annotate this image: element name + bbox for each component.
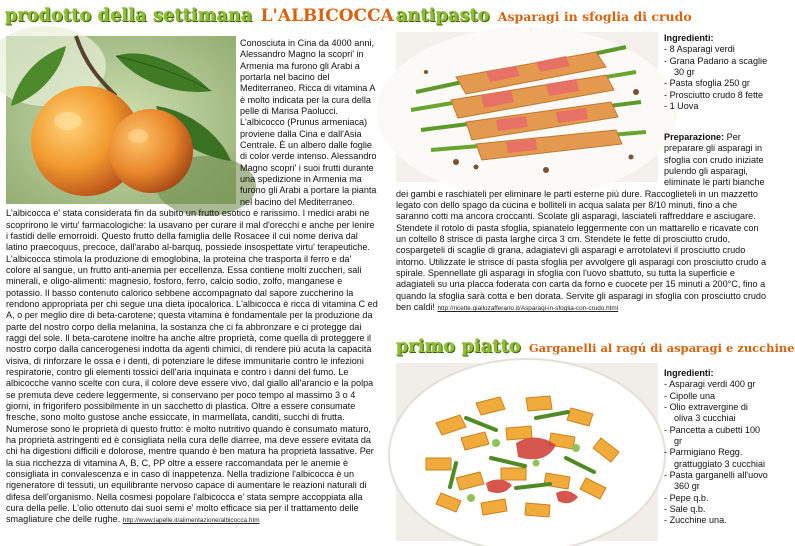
section-stamp-prodotto: prodotto della settimana <box>5 6 253 26</box>
ingredient-item: - Pasta garganelli all'uovo 360 gr <box>664 470 768 492</box>
pasta-photo <box>396 363 658 541</box>
left-header <box>5 6 394 26</box>
primo-ingredients <box>664 368 768 527</box>
ingredient-item: - Pancetta a cubetti 100 gr <box>664 424 761 447</box>
article-body: Conosciuta in Cina da 4000 anni, Alessandro Magno la scopri' in Armenia ma furono gli Arabi a portarla nel bacino del Mediterraneo. Ricca di vitamina A è molto indicata per la cura della pelle di Marisa Paolucci. L'albicocco (Prunus armeniaca) proviene dalla Cina e dall'Asia Centrale. È un albero dalle foglie di color verde intenso. Alessandro Magno scopri' i suoi frutti durante una spedizione in Armenia ma furono gli Arabi a portare la pianta nel bacino del Mediterraneo. L'albicocca e' stata considerata fin da subito un frutto esotico e rarissimo. I medici arabi ne scoprirono le virtu' farmacologiche: la usavano per curare il mal d'orecchi e anche per lenire i fastidi delle emorroidi. Questo frutto della famiglia delle Rosacee il cui nome deriva dal latino praecoquus, precoce, dall'arabo al-barquq, possiede insospettate virtu' terapeutiche. L'albicocca stimola la produzione di emoglobina, la proteina che trasporta il ferro e da' colore al sangue, un frutto anti-anemia per eccellenza. Essa contiene molti zuccheri, sali minerali, e oligo-alimenti: magnesio, fosforo, ferro, calcio sodio, zolfo, manganese e potassio. Il basso contenuto calorico sebbene accompagnato dal sapore zuccherino la rendono appropriata per chi segue una dieta ipocalorica. L'albicocca è ricca di vitamina C ed A, o per meglio dire di beta-carotene; questa vitamina è fondamentale per la produzione da parte del nostro corpo della melanina, la sostanza che ci fa abbronzare e ci protegge dai raggi del sole. Il beta-carotene inoltre ha anche altre proprietà, come quella di proteggere il nostro corpo dalla cancerogenesi indotta da agenti chimici, di rendere più acuta la capacità visiva, di rinforzare le ossa e i denti, di potenziare le difese immunitarie contro le infezioni respiratorie, contro gli elementi tossici dell'aria inquinata e contro i danni del fumo. Le albicocche vanno scelte con cura, il colore deve essere vivo, dal giallo all'arancio e la polpa se premuta deve cedere leggermente, si conservano per poco tempo al massimo 3 o 4 giorni, in frigorifero possibilmente in un sacchetto di plastica. Oltre a essere consumate fresche, sono molto gustose anche essiccate, in marmellata, canditi, succhi di frutta. Numerose sono le proprietà di questo frutto: è molto nutritivo quando è consumato maturo, ha proprietà astringenti ed è consigliata nella cura delle diarree, ma deve essere evitata da chi ha digestioni difficili e dolorose, mentre quando è ben matura ha proprietà lassative. Per la sua ricchezza di vitamina A, B, C, PP oltre a essere raccomandata per le anemie è consigliata in convalescenza e in caso di inappetenza. Nella tradizione l'albicocca è un rigeneratore di tessuti, un equilibrante nervoso capace di aumentare le reazioni naturali di difesa dell'organismo. Nella cosmesi popolare l'albicocca e' stata sempre accoppiata alla cura della pelle. L'olio ottenuto dai suoi semi e' molto efficace sia per il trattamento delle smagliature che delle rughe. <box>6 38 378 525</box>
section-subtitle-antipasto: Asparagi in sfoglia di crudo <box>497 9 692 24</box>
ingredient-item: - Zucchine una. <box>664 515 727 526</box>
ingredient-item: - Olio extravergine di oliva 3 cucchiai <box>664 402 748 424</box>
ingredients-title: Ingredienti: <box>664 33 714 43</box>
antipasto-ingredients <box>664 33 768 112</box>
ingredient-item: - Pasta sfoglia 250 gr <box>664 78 750 89</box>
pasta-image <box>396 363 658 541</box>
source-link-albicocca[interactable]: http://www.lapelle.it/alimentazione/albicocca.htm <box>122 517 260 525</box>
section-subtitle-albicocca: L'ALBICOCCA <box>260 6 394 26</box>
ingredient-item: - Asparagi verdi 400 gr <box>664 379 756 390</box>
primo-header <box>396 337 795 357</box>
source-link-antipasto[interactable]: http://ricette.giallozafferano.it/Asparagi-in-sfoglia-con-crudo.html <box>437 305 619 313</box>
prep-spacer <box>396 132 664 182</box>
section-stamp-primo: primo piatto <box>396 337 521 357</box>
antipasto-header <box>396 6 692 26</box>
section-stamp-antipasto: antipasto <box>396 6 490 26</box>
preparation-title: Preparazione: <box>664 132 725 142</box>
ingredient-item: - Sale q.b. <box>664 504 706 515</box>
article-albicocca <box>6 38 378 527</box>
ingredients-list <box>664 44 768 112</box>
ingredients-title: Ingredienti: <box>664 368 714 378</box>
ingredient-item: - Pepe q.b. <box>664 492 709 503</box>
ingredient-item: - Parmigiano Regg. grattuggiato 3 cucchiai <box>664 447 765 469</box>
photo-spacer <box>6 38 240 206</box>
ingredient-item: - Cipolle una <box>664 390 716 401</box>
ingredient-item: - Grana Padano a scaglie 30 gr <box>664 55 768 78</box>
preparation-text: Per preparare gli asparagi in sfoglia con crudo iniziate pulendo gli asparagi, eliminate le parti bianche dei gambi e raschiateli per eliminare le parti esterne più dure. Raccoglieteli in un mazzetto legato con dello spago da cucina e bolliteli in acqua salata per 8/10 minuti, fino a che saranno cotti ma ancora croccanti. Scolate gli asparagi, lasciateli raffreddare e asciugare. Stendete il rotolo di pasta sfoglia, spianatelo leggermente con un mattarello e ricavate con un coltello 8 strisce di pasta larghe circa 3 cm. Stendete le fette di prosciutto crudo, cospargeteli di scaglie di grana, adagiatevi gli asparagi e arrotolatevi il prosciutto crudo intorno. Utilizzate le strisce di pasta sfoglia per avvolgere gli asparagi con prosciutto crudo a spirale. Spennellate gli asparagi in sfoglia con l'uovo sbattuto, su tutta la superficie e adagiateli su una placca foderata con carta da forno e cuocete per 15 minuti a 200°C, fino a quando la sfoglia sarà cotta e ben dorata. Servite gli asparagi in sfoglia con prosciutto crudo ben caldi! <box>396 132 767 313</box>
ingredient-item: - 1 Uova <box>664 101 699 112</box>
antipasto-preparation <box>396 132 768 315</box>
section-subtitle-primo: Garganelli al ragú di asparagi e zucchine <box>528 341 795 355</box>
ingredient-item: - Prosciutto crudo 8 fette <box>664 89 764 100</box>
ingredient-item: - 8 Asparagi verdi <box>664 44 735 55</box>
ingredients-list <box>664 379 768 526</box>
